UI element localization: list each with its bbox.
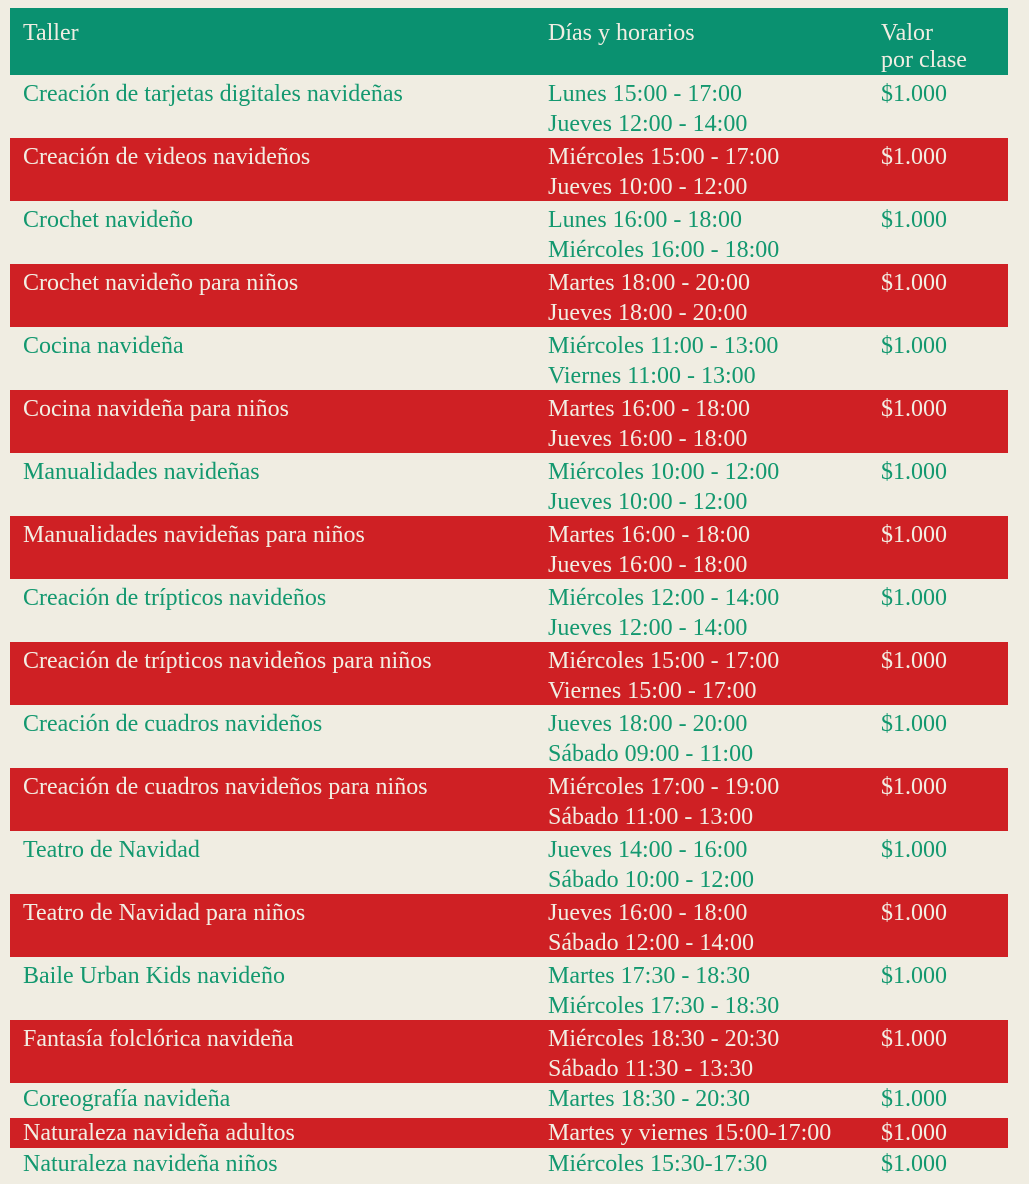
workshop-schedule (535, 961, 868, 1020)
table-row (10, 642, 1008, 705)
schedule-line: Miércoles 11:00 - 13:00 (548, 333, 779, 359)
workshop-schedule (535, 79, 868, 138)
workshop-schedule (535, 394, 868, 453)
table-row (10, 390, 1008, 453)
workshop-price: $1.000 (881, 585, 947, 611)
workshop-price: $1.000 (881, 144, 947, 170)
header-valor-line2: por clase (881, 47, 967, 73)
schedule-line: Miércoles 17:00 - 19:00 (548, 774, 780, 800)
workshop-name: Manualidades navideñas (23, 459, 260, 485)
schedule-line: Sábado 09:00 - 11:00 (548, 741, 754, 767)
workshop-price: $1.000 (881, 81, 947, 107)
table-row (10, 1083, 1008, 1118)
workshop-name: Cocina navideña (23, 333, 184, 359)
schedule-line: Sábado 12:00 - 14:00 (548, 930, 754, 956)
schedule-line: Jueves 10:00 - 12:00 (548, 489, 748, 515)
schedule-line: Lunes 15:00 - 17:00 (548, 81, 742, 107)
workshop-schedule (535, 1149, 868, 1183)
workshop-name: Crochet navideño para niños (23, 270, 299, 296)
workshop-price: $1.000 (881, 333, 947, 359)
workshop-schedule (535, 142, 868, 201)
schedule-line: Jueves 10:00 - 12:00 (548, 174, 748, 200)
schedule-line: Sábado 10:00 - 12:00 (548, 867, 754, 893)
schedule-line: Miércoles 15:00 - 17:00 (548, 648, 780, 674)
workshop-schedule (535, 457, 868, 516)
workshop-schedule (535, 709, 868, 768)
table-row (10, 327, 1008, 390)
header-taller: Taller (23, 20, 79, 46)
table-row (10, 264, 1008, 327)
table-row (10, 1020, 1008, 1083)
workshop-name: Teatro de Navidad (23, 837, 200, 863)
table-row (10, 579, 1008, 642)
workshop-price: $1.000 (881, 900, 947, 926)
schedule-line: Miércoles 17:30 - 18:30 (548, 993, 780, 1019)
workshop-price: $1.000 (881, 774, 947, 800)
workshop-name: Creación de cuadros navideños (23, 711, 323, 737)
workshop-name: Cocina navideña para niños (23, 396, 289, 422)
table-row (10, 705, 1008, 768)
header-dias-horarios: Días y horarios (548, 20, 695, 46)
workshop-schedule (535, 583, 868, 642)
workshop-price: $1.000 (881, 1086, 947, 1112)
workshop-name: Fantasía folclórica navideña (23, 1026, 294, 1052)
schedule-line: Jueves 12:00 - 14:00 (548, 615, 748, 641)
schedule-line: Miércoles 15:30-17:30 (548, 1151, 768, 1177)
schedule-line: Jueves 18:00 - 20:00 (548, 300, 748, 326)
schedule-line: Jueves 18:00 - 20:00 (548, 711, 748, 737)
workshop-schedule (535, 772, 868, 831)
workshop-price: $1.000 (881, 711, 947, 737)
table-row (10, 957, 1008, 1020)
workshop-price: $1.000 (881, 963, 947, 989)
schedule-line: Miércoles 15:00 - 17:00 (548, 144, 780, 170)
workshop-price: $1.000 (881, 207, 947, 233)
workshop-price: $1.000 (881, 837, 947, 863)
workshops-table (10, 8, 1008, 1183)
schedule-line: Martes 18:30 - 20:30 (548, 1086, 750, 1112)
table-row (10, 453, 1008, 516)
workshop-price: $1.000 (881, 270, 947, 296)
schedule-line: Martes 18:00 - 20:00 (548, 270, 750, 296)
schedule-line: Jueves 14:00 - 16:00 (548, 837, 748, 863)
table-row (10, 1148, 1008, 1183)
workshop-name: Creación de videos navideños (23, 144, 311, 170)
workshop-name: Coreografía navideña (23, 1086, 231, 1112)
schedule-line: Sábado 11:30 - 13:30 (548, 1056, 754, 1082)
header-valor-por-clase (868, 20, 1008, 75)
schedule-line: Jueves 16:00 - 18:00 (548, 426, 748, 452)
table-header-row (10, 8, 1008, 75)
table-row (10, 894, 1008, 957)
workshop-name: Naturaleza navideña adultos (23, 1120, 295, 1146)
schedule-line: Martes 16:00 - 18:00 (548, 522, 750, 548)
workshop-name: Creación de cuadros navideños para niños (23, 774, 428, 800)
schedule-line: Jueves 12:00 - 14:00 (548, 111, 748, 137)
schedule-line: Miércoles 10:00 - 12:00 (548, 459, 780, 485)
workshop-price: $1.000 (881, 1120, 947, 1146)
workshop-schedule (535, 898, 868, 957)
table-row (10, 768, 1008, 831)
table-row (10, 1118, 1008, 1148)
workshop-schedule (535, 331, 868, 390)
workshop-price: $1.000 (881, 1026, 947, 1052)
workshop-price: $1.000 (881, 648, 947, 674)
workshop-schedule (535, 646, 868, 705)
workshop-schedule (535, 268, 868, 327)
schedule-line: Miércoles 18:30 - 20:30 (548, 1026, 780, 1052)
table-row (10, 831, 1008, 894)
table-row (10, 516, 1008, 579)
schedule-line: Jueves 16:00 - 18:00 (548, 900, 748, 926)
workshop-name: Creación de tarjetas digitales navideñas (23, 81, 403, 107)
schedule-line: Lunes 16:00 - 18:00 (548, 207, 742, 233)
workshop-price: $1.000 (881, 459, 947, 485)
workshop-price: $1.000 (881, 396, 947, 422)
workshop-schedule (535, 205, 868, 264)
workshop-schedule (535, 1084, 868, 1118)
schedule-line: Martes 16:00 - 18:00 (548, 396, 750, 422)
table-body (10, 75, 1008, 1183)
schedule-line: Sábado 11:00 - 13:00 (548, 804, 754, 830)
schedule-line: Viernes 15:00 - 17:00 (548, 678, 757, 704)
workshop-name: Creación de trípticos navideños para niños (23, 648, 432, 674)
workshop-name: Manualidades navideñas para niños (23, 522, 365, 548)
workshop-name: Creación de trípticos navideños (23, 585, 327, 611)
table-row (10, 138, 1008, 201)
table-row (10, 201, 1008, 264)
header-valor-line1: Valor (881, 20, 933, 46)
schedule-line: Miércoles 16:00 - 18:00 (548, 237, 780, 263)
schedule-line: Martes y viernes 15:00-17:00 (548, 1120, 832, 1146)
schedule-line: Jueves 16:00 - 18:00 (548, 552, 748, 578)
workshop-schedule (535, 520, 868, 579)
workshop-price: $1.000 (881, 522, 947, 548)
schedule-line: Martes 17:30 - 18:30 (548, 963, 750, 989)
workshop-schedule (535, 1024, 868, 1083)
workshop-name: Baile Urban Kids navideño (23, 963, 285, 989)
workshop-name: Naturaleza navideña niños (23, 1151, 278, 1177)
table-row (10, 75, 1008, 138)
workshop-name: Crochet navideño (23, 207, 193, 233)
schedule-line: Viernes 11:00 - 13:00 (548, 363, 756, 389)
workshop-schedule (535, 835, 868, 894)
workshop-schedule (535, 1118, 868, 1148)
schedule-line: Miércoles 12:00 - 14:00 (548, 585, 780, 611)
workshop-price: $1.000 (881, 1151, 947, 1177)
workshop-name: Teatro de Navidad para niños (23, 900, 306, 926)
